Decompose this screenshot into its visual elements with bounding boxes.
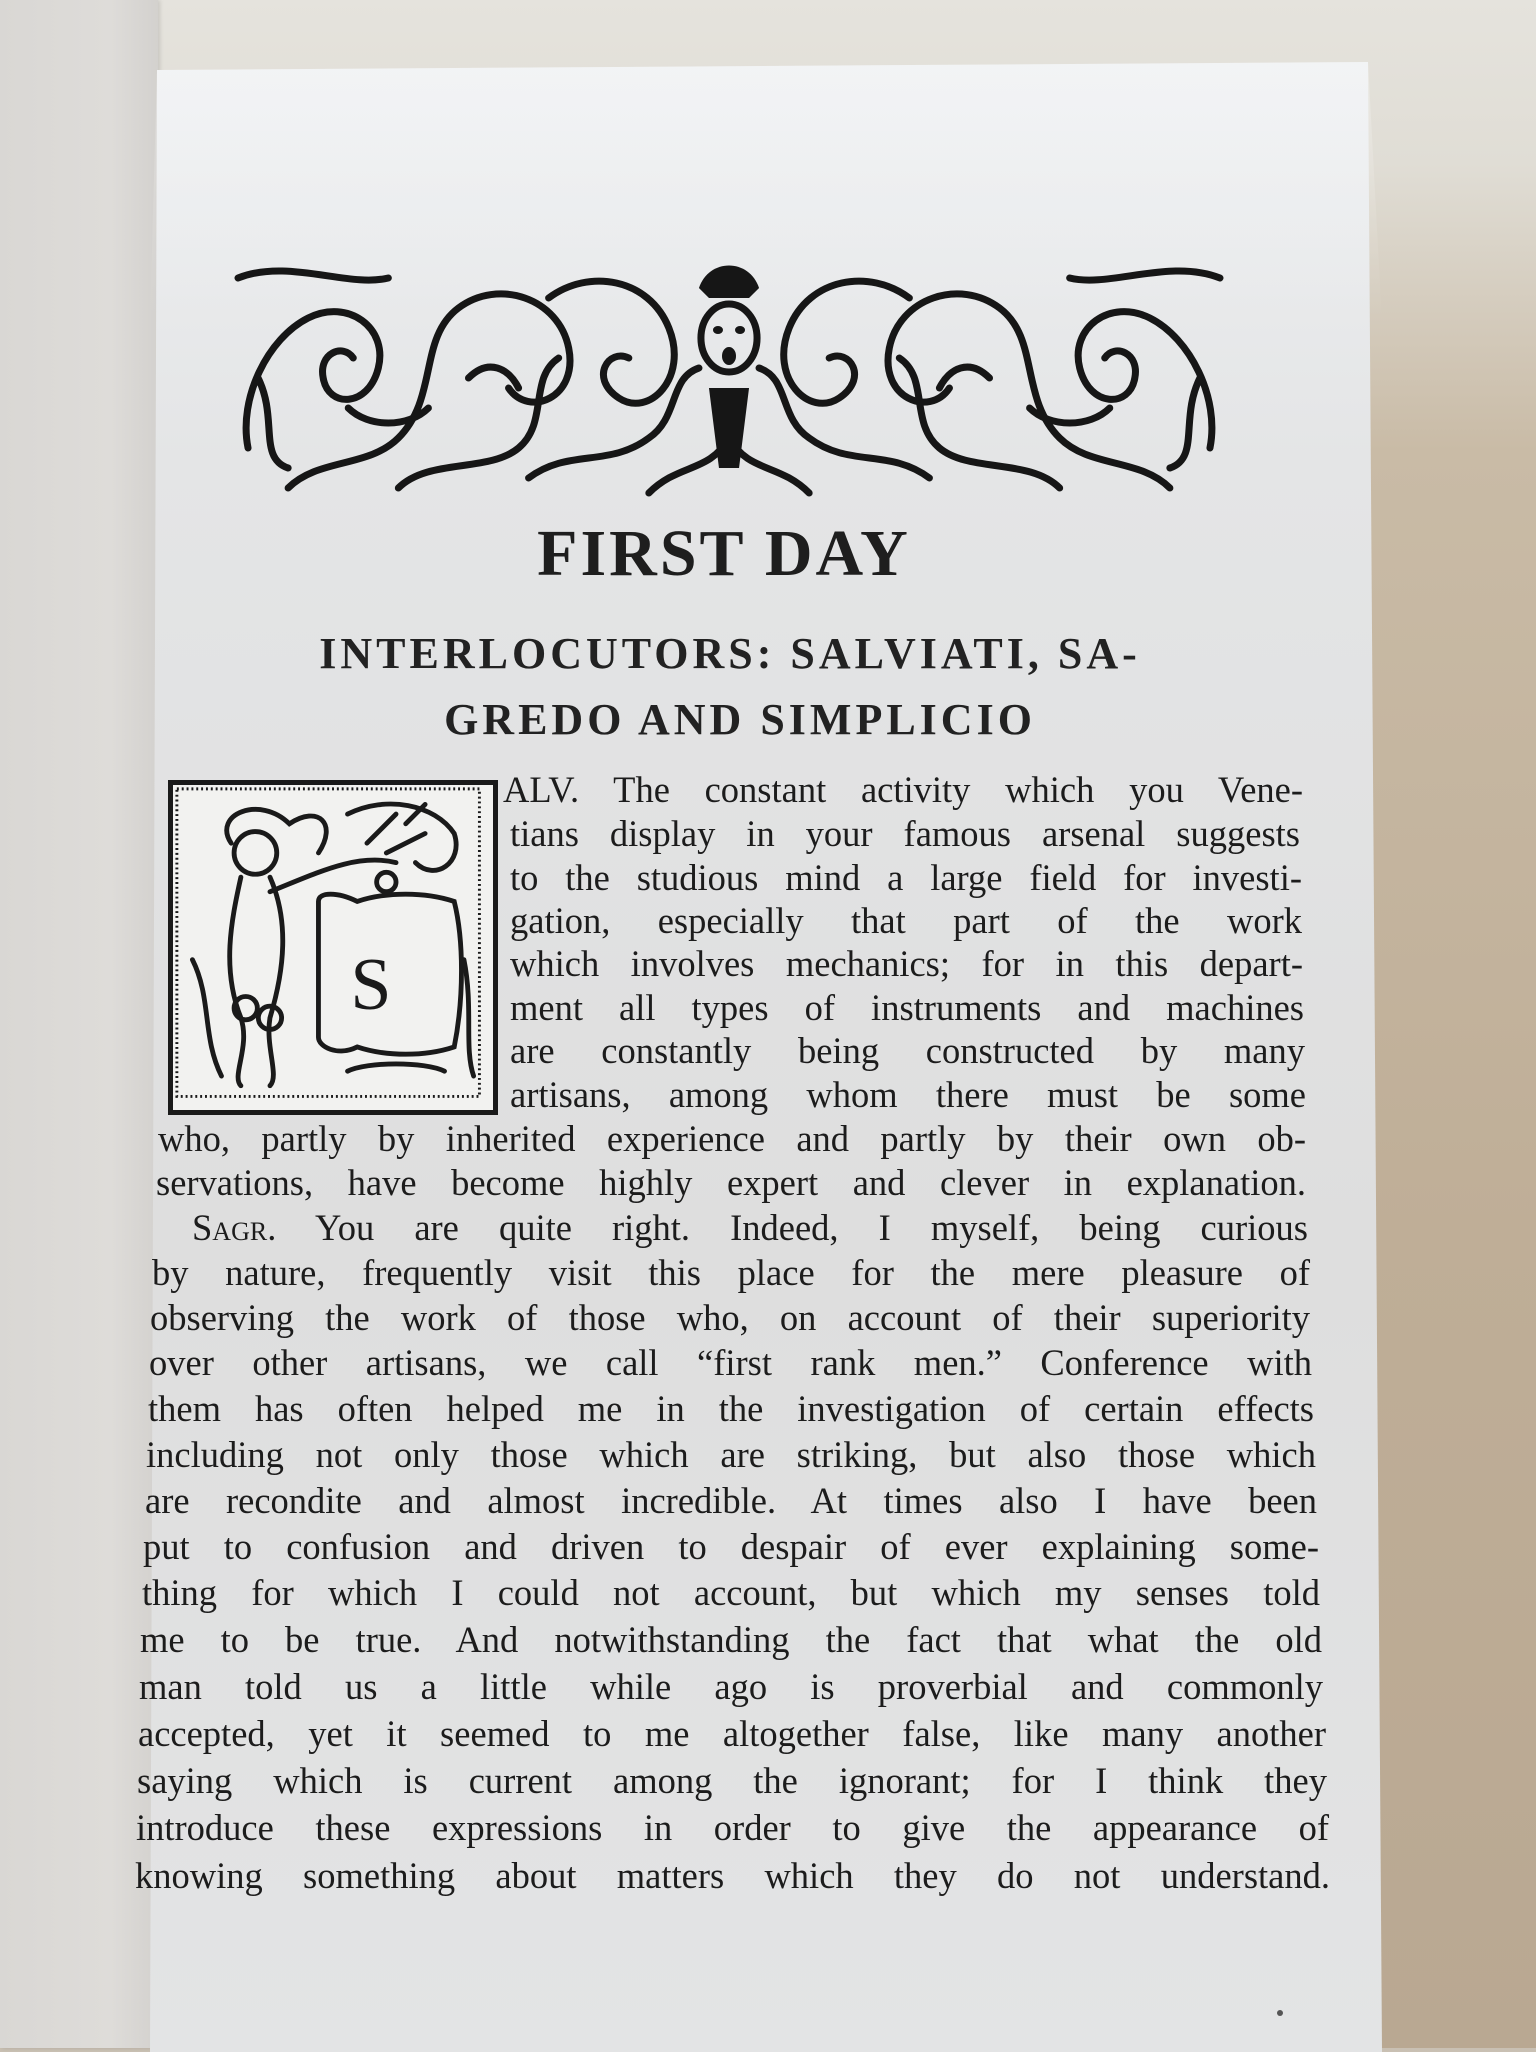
text-line: Sagr. You are quite right. Indeed, I myself, being curious — [192, 1207, 1308, 1248]
ornamental-headpiece-icon — [228, 258, 1230, 504]
text-line: ALV. The constant activity which you Vene- — [503, 769, 1303, 810]
text-line: by nature, frequently visit this place for the mere pleasure of — [152, 1252, 1310, 1293]
text-line: knowing something about matters which they do not understand. — [135, 1855, 1330, 1896]
left-facing-page — [0, 0, 158, 2048]
text-line: accepted, yet it seemed to me altogether false, like many another — [138, 1713, 1326, 1754]
paper-speck — [1277, 2010, 1283, 2016]
interlocutors-heading-line-1: INTERLOCUTORS: SALVIATI, SA- — [319, 629, 1141, 678]
text-line: to the studious mind a large field for investi- — [510, 857, 1302, 898]
text-line: who, partly by inherited experience and partly by their own ob- — [158, 1118, 1306, 1159]
text-line: which involves mechanics; for in this depart- — [510, 943, 1303, 984]
drop-cap-letter: S — [350, 944, 392, 1026]
text-line: servations, have become highly expert and clever in explanation. — [156, 1162, 1306, 1203]
text-line: thing for which I could not account, but which my senses told — [142, 1572, 1320, 1613]
text-line: observing the work of those who, on account of their superiority — [150, 1297, 1310, 1338]
text-line: gation, especially that part of the work — [510, 900, 1302, 941]
text-line: are constantly being constructed by many — [510, 1030, 1305, 1071]
text-line: introduce these expressions in order to give the appearance of — [136, 1807, 1329, 1848]
text-line: me to be true. And notwithstanding the fact that what the old — [140, 1619, 1322, 1660]
text-line: ment all types of instruments and machines — [510, 987, 1304, 1028]
chapter-title: FIRST DAY — [537, 517, 911, 590]
speaker-label: Sagr. — [192, 1207, 277, 1248]
text-line: tians display in your famous arsenal suggests — [510, 813, 1300, 854]
text-line: them has often helped me in the investigation of certain effects — [148, 1388, 1314, 1429]
text-line: are recondite and almost incredible. At times also I have been — [145, 1480, 1317, 1521]
interlocutors-heading-line-2: GREDO AND SIMPLICIO — [444, 695, 1036, 744]
text-line: artisans, among whom there must be some — [510, 1074, 1306, 1115]
text-line: including not only those which are striking, but also those which — [146, 1434, 1316, 1475]
drop-cap-initial — [168, 780, 498, 1115]
text-line: put to confusion and driven to despair of ever explaining some- — [143, 1526, 1319, 1567]
text-line: man told us a little while ago is proverbial and commonly — [139, 1666, 1323, 1707]
text-line: saying which is current among the ignorant; for I think they — [137, 1760, 1327, 1801]
text-line: over other artisans, we call “first rank men.” Conference with — [149, 1342, 1312, 1383]
